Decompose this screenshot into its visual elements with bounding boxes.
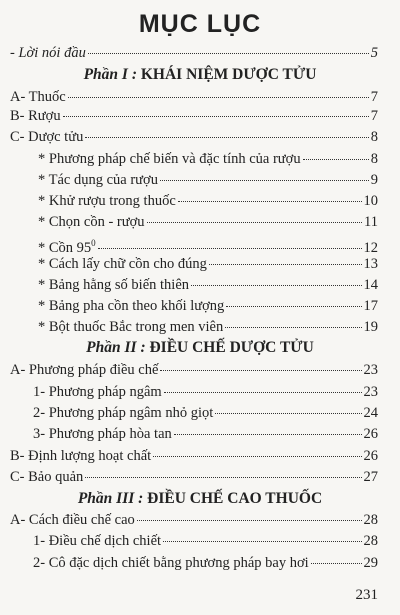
dot-leader bbox=[160, 180, 369, 181]
dot-leader bbox=[191, 285, 361, 286]
toc-entry bbox=[10, 107, 378, 125]
toc-entry-page: 13 bbox=[363, 256, 378, 272]
toc-entry-label: * Tác dụng của rượu bbox=[38, 172, 158, 188]
dot-leader bbox=[160, 370, 361, 371]
part-heading bbox=[0, 66, 400, 84]
toc-entry bbox=[33, 404, 378, 422]
toc-entry-page: 19 bbox=[363, 319, 378, 335]
toc-entry-page: 9 bbox=[370, 172, 378, 188]
toc-entry bbox=[38, 297, 378, 315]
dot-leader bbox=[215, 413, 361, 414]
toc-entry bbox=[38, 318, 378, 336]
dot-leader bbox=[147, 222, 362, 223]
toc-entry-page: 8 bbox=[370, 129, 378, 145]
toc-entry bbox=[10, 511, 378, 529]
toc-entry-label: 2- Phương pháp ngâm nhỏ giọt bbox=[33, 405, 214, 421]
toc-entry-label: 1- Điều chế dịch chiết bbox=[33, 533, 162, 549]
dot-leader bbox=[311, 563, 362, 564]
toc-entry-label: B- Rượu bbox=[10, 108, 61, 124]
toc-entry bbox=[33, 425, 378, 443]
dot-leader bbox=[226, 306, 361, 307]
toc-entry bbox=[10, 128, 378, 146]
toc-entry-label: * Cách lấy chữ cồn cho đúng bbox=[38, 256, 207, 272]
toc-entry-intro bbox=[10, 44, 378, 62]
toc-entry-page: 14 bbox=[363, 277, 378, 293]
toc-entry-page: 12 bbox=[363, 239, 378, 256]
degree-superscript: 0 bbox=[91, 238, 96, 248]
toc-entry bbox=[38, 192, 378, 210]
toc-entry-page: 27 bbox=[363, 469, 378, 485]
dot-leader bbox=[174, 434, 362, 435]
toc-entry-page: 23 bbox=[363, 384, 378, 400]
toc-entry-page: 8 bbox=[370, 151, 378, 167]
dot-leader bbox=[164, 392, 362, 393]
part-number: Phần II : bbox=[86, 339, 146, 356]
toc-entry-label: * Chọn cồn - rượu bbox=[38, 214, 145, 230]
part-heading bbox=[0, 339, 400, 357]
toc-entry-page: 26 bbox=[363, 426, 378, 442]
toc-entry-label: 3- Phương pháp hòa tan bbox=[33, 426, 172, 442]
dot-leader bbox=[98, 248, 362, 249]
toc-entry-page: 28 bbox=[363, 512, 378, 528]
toc-entry bbox=[10, 468, 378, 486]
dot-leader bbox=[153, 456, 361, 457]
toc-entry-page: 7 bbox=[370, 89, 378, 105]
toc-entry bbox=[38, 255, 378, 273]
toc-entry-label: * Khử rượu trong thuốc bbox=[38, 193, 176, 209]
toc-entry-page: 7 bbox=[370, 108, 378, 124]
toc-entry bbox=[33, 532, 378, 550]
dot-leader bbox=[85, 137, 368, 138]
toc-entry-label: C- Dược tửu bbox=[10, 129, 84, 145]
part-number: Phần III : bbox=[77, 490, 144, 507]
toc-entry bbox=[38, 171, 378, 189]
toc-entry-page: 5 bbox=[370, 45, 378, 61]
dot-leader bbox=[178, 201, 362, 202]
dot-leader bbox=[303, 159, 369, 160]
toc-entry-label: 2- Cô đặc dịch chiết bằng phương pháp bay hơi bbox=[33, 555, 309, 571]
toc-entry bbox=[33, 383, 378, 401]
dot-leader bbox=[209, 264, 362, 265]
part-heading bbox=[0, 490, 400, 508]
dot-leader bbox=[225, 327, 361, 328]
toc-entry-label: * Bảng pha cồn theo khối lượng bbox=[38, 298, 225, 314]
toc-entry-page: 29 bbox=[363, 555, 378, 571]
toc-entry-label: A- Cách điều chế cao bbox=[10, 512, 135, 528]
toc-entry-page: 24 bbox=[363, 405, 378, 421]
toc-entry bbox=[38, 234, 378, 257]
toc-entry-label: * Bảng hằng số biến thiên bbox=[38, 277, 190, 293]
toc-entry bbox=[10, 88, 378, 106]
toc-entry-page: 26 bbox=[363, 448, 378, 464]
toc-entry bbox=[10, 361, 378, 379]
dot-leader bbox=[68, 97, 369, 98]
toc-entry-page: 11 bbox=[364, 214, 378, 230]
part-title: ĐIỀU CHẾ CAO THUỐC bbox=[147, 490, 323, 507]
part-title: KHÁI NIỆM DƯỢC TỬU bbox=[140, 66, 317, 83]
toc-entry-page: 10 bbox=[363, 193, 378, 209]
toc-entry-page: 17 bbox=[363, 298, 378, 314]
toc-entry bbox=[10, 447, 378, 465]
toc-entry-page: 23 bbox=[363, 362, 378, 378]
part-title: ĐIỀU CHẾ DƯỢC TỬU bbox=[149, 339, 314, 356]
toc-entry bbox=[38, 276, 378, 294]
toc-entry-label: 1- Phương pháp ngâm bbox=[33, 384, 162, 400]
toc-entry bbox=[38, 150, 378, 168]
dot-leader bbox=[137, 520, 362, 521]
toc-entry-label: B- Định lượng hoạt chất bbox=[10, 448, 152, 464]
dot-leader bbox=[85, 477, 361, 478]
dot-leader bbox=[88, 53, 369, 54]
toc-entry bbox=[38, 213, 378, 231]
toc-entry-label: * Phương pháp chế biến và đặc tính của rượu bbox=[38, 151, 301, 167]
dot-leader bbox=[163, 541, 361, 542]
part-number: Phần I : bbox=[83, 66, 137, 83]
toc-entry bbox=[33, 554, 378, 572]
toc-entry-label-text: * Cồn 95 bbox=[38, 239, 92, 256]
toc-entry-page: 28 bbox=[363, 533, 378, 549]
page-title: MỤC LỤC bbox=[138, 10, 262, 38]
dot-leader bbox=[63, 116, 369, 117]
toc-entry-label: A- Thuốc bbox=[10, 89, 66, 105]
page-number: 231 bbox=[355, 587, 378, 603]
toc-entry-label: - Lời nói đầu bbox=[10, 45, 86, 61]
toc-entry-label: A- Phương pháp điều chế bbox=[10, 362, 159, 378]
toc-entry-label bbox=[38, 234, 96, 257]
toc-entry-label: * Bột thuốc Bắc trong men viên bbox=[38, 319, 224, 335]
toc-entry-label: C- Bảo quản bbox=[10, 469, 84, 485]
